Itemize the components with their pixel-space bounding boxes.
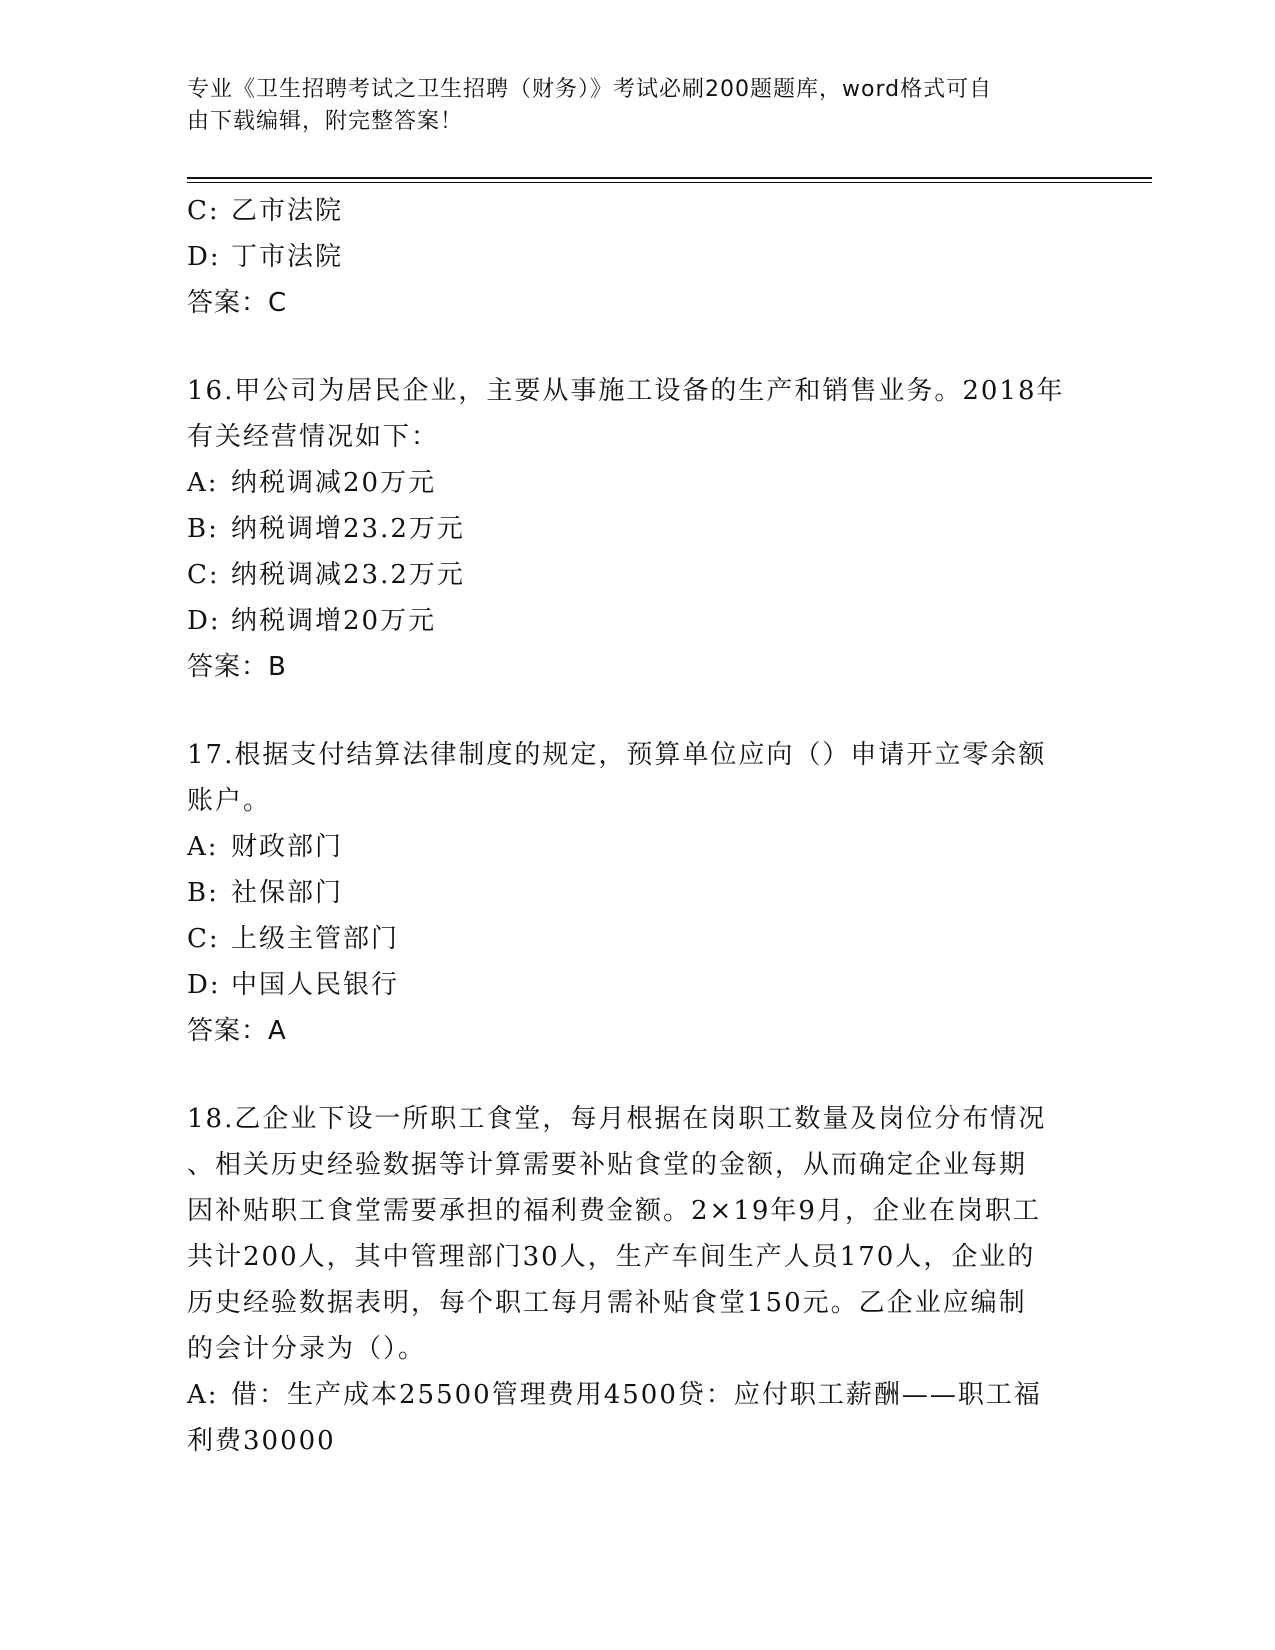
option-text: 纳税调减20万元 bbox=[231, 468, 437, 498]
question-text-line: 共计200人，其中管理部门30人，生产车间生产人员170人，企业的 bbox=[187, 1242, 1036, 1272]
header-line-2: 由下载编辑，附完整答案！ bbox=[187, 109, 464, 134]
question-text-line: 、相关历史经验数据等计算需要补贴食堂的金额，从而确定企业每期 bbox=[187, 1150, 1028, 1180]
option-text: 中国人民银行 bbox=[231, 970, 400, 1000]
header-divider-thick bbox=[187, 177, 1152, 179]
document-content bbox=[187, 188, 1087, 1464]
answer-line: 答案：C bbox=[187, 288, 288, 318]
option-a bbox=[187, 460, 1087, 506]
option-a bbox=[187, 824, 1087, 870]
option-letter: C: bbox=[187, 924, 220, 954]
question-text-line: 因补贴职工食堂需要承担的福利费金额。2×19年9月，企业在岗职工 bbox=[187, 1196, 1041, 1226]
option-letter: B: bbox=[187, 514, 219, 544]
question-18 bbox=[187, 1096, 1087, 1464]
option-text: 财政部门 bbox=[231, 832, 344, 862]
option-a-continuation: 利费30000 bbox=[187, 1426, 336, 1456]
question-text-line: 17.根据支付结算法律制度的规定，预算单位应向（）申请开立零余额 bbox=[187, 740, 1047, 770]
option-text: 纳税调增23.2万元 bbox=[231, 514, 465, 544]
question-text-line: 历史经验数据表明，每个职工每月需补贴食堂150元。乙企业应编制 bbox=[187, 1288, 1027, 1318]
option-letter: D: bbox=[187, 242, 221, 272]
option-letter: D: bbox=[187, 606, 221, 636]
option-d bbox=[187, 962, 1087, 1008]
option-text: 纳税调减23.2万元 bbox=[231, 560, 465, 590]
option-d bbox=[187, 234, 1087, 280]
option-letter: A: bbox=[187, 468, 219, 498]
question-text-line: 16.甲公司为居民企业，主要从事施工设备的生产和销售业务。2018年 bbox=[187, 376, 1065, 406]
option-letter: A: bbox=[187, 832, 219, 862]
document-header bbox=[187, 74, 1067, 138]
question-17 bbox=[187, 732, 1087, 1054]
option-c bbox=[187, 552, 1087, 598]
question-text-line: 18.乙企业下设一所职工食堂，每月根据在岗职工数量及岗位分布情况 bbox=[187, 1104, 1047, 1134]
answer-line: 答案：A bbox=[187, 1016, 287, 1046]
question-text-line: 有关经营情况如下： bbox=[187, 422, 440, 452]
header-divider-thin bbox=[187, 182, 1152, 183]
answer-line: 答案：B bbox=[187, 652, 287, 682]
option-b bbox=[187, 506, 1087, 552]
option-b bbox=[187, 870, 1087, 916]
option-text: 上级主管部门 bbox=[231, 924, 400, 954]
option-letter: A: bbox=[187, 1380, 219, 1410]
option-c bbox=[187, 188, 1087, 234]
option-c bbox=[187, 916, 1087, 962]
question-text-line: 账户。 bbox=[187, 786, 272, 816]
option-letter: C: bbox=[187, 196, 220, 226]
option-d bbox=[187, 598, 1087, 644]
option-text: 借：生产成本25500管理费用4500贷：应付职工薪酬——职工福 bbox=[231, 1380, 1042, 1410]
header-line-1: 专业《卫生招聘考试之卫生招聘（财务）》考试必刷200题题库，word格式可自 bbox=[187, 77, 993, 102]
option-text: 社保部门 bbox=[231, 878, 344, 908]
question-text-line: 的会计分录为（）。 bbox=[187, 1334, 427, 1364]
option-a bbox=[187, 1372, 1087, 1418]
option-letter: D: bbox=[187, 970, 221, 1000]
question-16 bbox=[187, 368, 1087, 690]
previous-question-tail bbox=[187, 188, 1087, 326]
option-text: 乙市法院 bbox=[231, 196, 344, 226]
option-text: 丁市法院 bbox=[231, 242, 344, 272]
option-letter: C: bbox=[187, 560, 220, 590]
option-letter: B: bbox=[187, 878, 219, 908]
option-text: 纳税调增20万元 bbox=[231, 606, 437, 636]
